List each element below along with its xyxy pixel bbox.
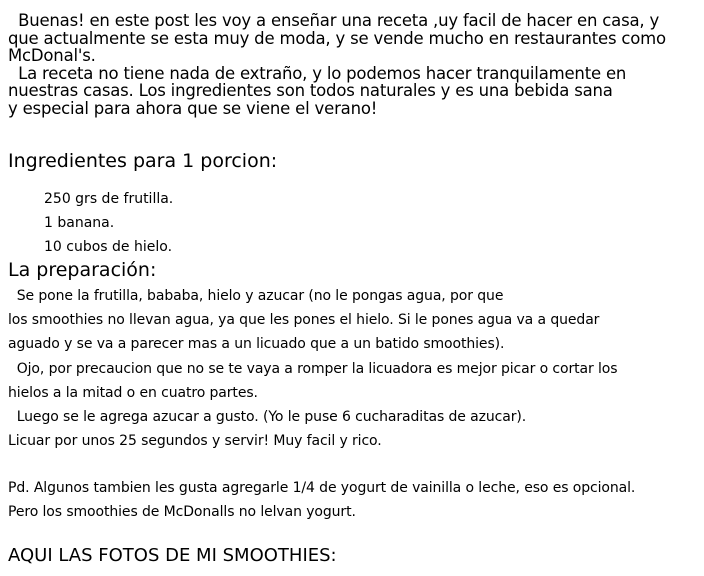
intro-line: y especial para ahora que se viene el verano! xyxy=(8,98,378,118)
recipe-document xyxy=(8,11,698,566)
ingredients-list xyxy=(44,187,173,259)
ingredient-item: 1 banana. xyxy=(44,215,115,231)
postscript-note xyxy=(8,476,698,524)
intro-line: nuestras casas. Los ingredientes son todos naturales y es una bebida sana xyxy=(8,81,613,100)
preparation-line: Se pone la frutilla, bababa, hielo y azucar (no le pongas agua, por que xyxy=(8,288,504,304)
intro-line: que actualmente se esta muy de moda, y se vende mucho en restaurantes como xyxy=(8,28,666,48)
note-line: Pero los smoothies de McDonalls no lelvan yogurt. xyxy=(8,504,356,520)
preparation-line: hielos a la mitad o en cuatro partes. xyxy=(8,384,258,401)
intro-line: McDonal's. xyxy=(8,46,96,65)
ingredient-item: 250 grs de frutilla. xyxy=(44,191,174,207)
intro-paragraph xyxy=(8,12,698,117)
preparation-line: Luego se le agrega azucar a gusto. (Yo le puse 6 cucharaditas de azucar). xyxy=(8,409,527,426)
preparation-line: Licuar por unos 25 segundos y servir! Muy facil y rico. xyxy=(8,433,382,450)
preparation-text xyxy=(8,284,698,453)
intro-line: Buenas! en este post les voy a enseñar una receta ,uy facil de hacer en casa, y xyxy=(8,11,660,30)
preparation-heading: La preparación: xyxy=(8,259,157,281)
preparation-line: los smoothies no llevan agua, ya que les pones el hielo. Si le pones agua va a quedar xyxy=(8,312,600,329)
intro-line: La receta no tiene nada de extraño, y lo podemos hacer tranquilamente en xyxy=(8,63,627,83)
note-line: Pd. Algunos tambien les gusta agregarle 1/4 de yogurt de vainilla o leche, eso es opcional. xyxy=(8,480,636,496)
ingredients-heading: Ingredientes para 1 porcion: xyxy=(8,150,278,172)
ingredient-item: 10 cubos de hielo. xyxy=(44,239,173,255)
preparation-line: Ojo, por precaucion que no se te vaya a romper la licuadora es mejor picar o cortar los xyxy=(8,360,618,377)
photos-heading: AQUI LAS FOTOS DE MI SMOOTHIES: xyxy=(8,545,337,566)
preparation-line: aguado y se va a parecer mas a un licuado que a un batido smoothies). xyxy=(8,336,505,353)
